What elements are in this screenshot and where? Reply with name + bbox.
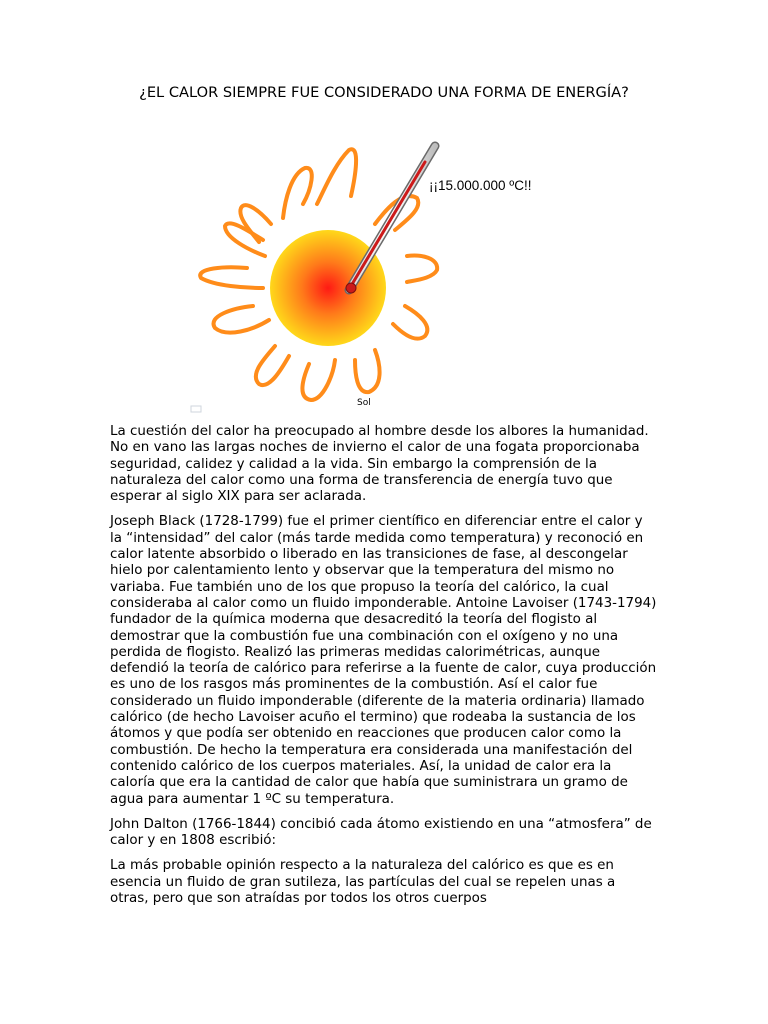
- sun-disk: [270, 230, 386, 346]
- document-title: ¿EL CALOR SIEMPRE FUE CONSIDERADO UNA FORMA DE ENERGÍA?: [139, 84, 629, 101]
- paragraph-1: La cuestión del calor ha preocupado al hombre desde los albores la humanidad. No en vano las largas noches de invierno el calor de una fogata proporcionaba seguridad, calidez y calidad a la vida. Sin embargo la comprensión de la naturaleza del calor como una forma de transferencia de energía tuvo que esperar al siglo XIX para ser aclarada.: [110, 424, 649, 505]
- paragraph-2: Joseph Black (1728-1799) fue el primer científico en diferenciar entre el calor y la “intensidad” del calor (más tarde medida como temperatura) y reconoció en calor latente absorbido o liberado en las transiciones de fase, al descongelar hielo por calentamiento lento y observar que la temperatura del mismo no variaba. Fue también uno de los que propuso la teoría del calórico, la cual consideraba al calor como un fluido imponderable. Antoine Lavoiser (1743-1794) fundador de la química moderna que desacreditó la teoría del flogisto al demostrar que la combustión fue una combinación con el oxígeno y no una perdida de flogisto. Realizó las primeras medidas calorimétricas, aunque defendió la teoría de calórico para referirse a la fuente de calor, cuya producción es uno de los rasgos más prominentes de la combustión. Así el calor fue considerado un fluido imponderable (diferente de la materia ordinaria) llamado calórico (de hecho Lavoiser acuño el termino) que rodeaba la sustancia de los átomos y que podía ser obtenido en reacciones que producen calor como la combustión. De hecho la temperatura era considerada una manifestación del contenido calórico de los cuerpos materiales. Así, la unidad de calor era la caloría que era la cantidad de calor que había que suministrara un gramo de agua para aumentar 1 ºC su temperatura.: [110, 514, 657, 807]
- sun-label: Sol: [357, 398, 371, 408]
- thermometer-icon: [346, 146, 435, 293]
- paragraph-3: John Dalton (1766-1844) concibió cada átomo existiendo en una “atmosfera” de calor y en 1808 escribió:: [110, 816, 652, 849]
- paragraph-4: La más probable opinión respecto a la naturaleza del calórico es que es en esencia un fluido de gran sutileza, las partículas del cual se repelen unas a otras, pero que son atraídas por todos los otros cuerpos: [110, 858, 616, 907]
- temperature-label: ¡¡15.000.000 ºC!!: [429, 178, 532, 193]
- small-mark: [191, 406, 201, 412]
- sun-thermometer-figure: [185, 138, 585, 420]
- document-body: [110, 424, 658, 916]
